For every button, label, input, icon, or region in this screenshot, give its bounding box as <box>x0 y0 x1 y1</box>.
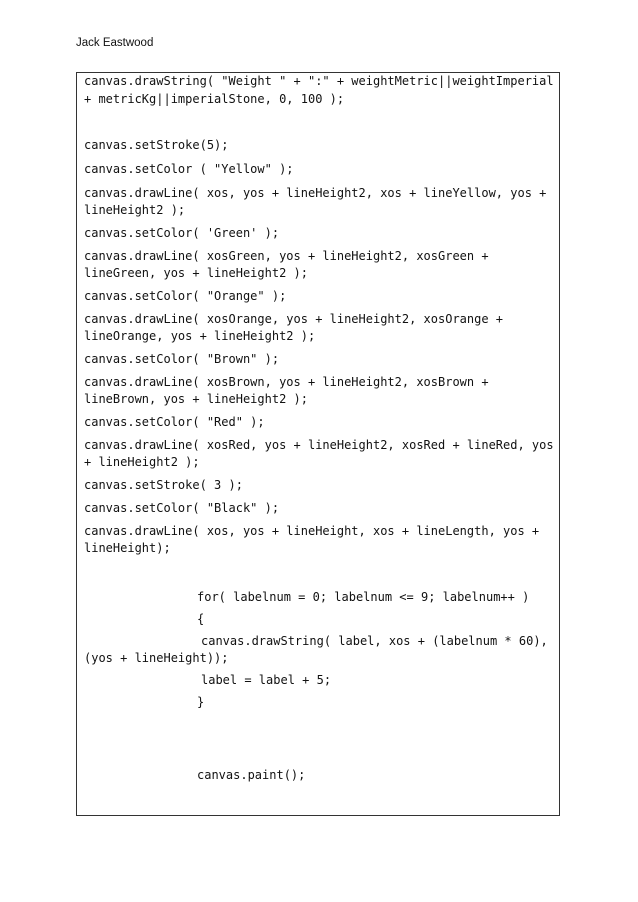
code-line: canvas.setColor( "Brown" ); <box>84 352 280 366</box>
code-line: canvas.drawLine( xosBrown, yos + lineHeight2, xosBrown + <box>84 375 489 389</box>
code-line: canvas.drawLine( xosRed, yos + lineHeight2, xosRed + lineRed, yos <box>84 438 554 452</box>
code-line: canvas.setColor( "Black" ); <box>84 501 280 515</box>
code-line: for( labelnum = 0; labelnum <= 9; labelnum++ ) <box>197 590 530 604</box>
code-line: canvas.setColor( "Red" ); <box>84 415 265 429</box>
page-header-author: Jack Eastwood <box>76 37 154 49</box>
code-line: } <box>197 695 205 709</box>
code-line: canvas.paint(); <box>197 768 306 782</box>
code-line: canvas.drawString( "Weight " + ":" + weightMetric||weightImperial <box>84 74 554 88</box>
code-line: canvas.setColor ( "Yellow" ); <box>84 162 294 176</box>
code-line: { <box>197 612 205 626</box>
code-line: lineBrown, yos + lineHeight2 ); <box>84 392 308 406</box>
code-line: lineHeight); <box>84 541 171 555</box>
code-line: lineHeight2 ); <box>84 203 186 217</box>
code-line: canvas.drawLine( xos, yos + lineHeight, xos + lineLength, yos + <box>84 524 540 538</box>
code-line: canvas.drawString( label, xos + (labelnum * 60), <box>201 634 548 648</box>
code-line: canvas.setColor( 'Green' ); <box>84 226 280 240</box>
code-line: canvas.drawLine( xos, yos + lineHeight2, xos + lineYellow, yos + <box>84 186 547 200</box>
code-line: lineGreen, yos + lineHeight2 ); <box>84 266 308 280</box>
code-line: canvas.drawLine( xosGreen, yos + lineHeight2, xosGreen + <box>84 249 489 263</box>
code-line: (yos + lineHeight)); <box>84 651 229 665</box>
code-line: label = label + 5; <box>201 673 332 687</box>
code-line: canvas.setStroke(5); <box>84 138 229 152</box>
code-line: lineOrange, yos + lineHeight2 ); <box>84 329 316 343</box>
code-line: canvas.setStroke( 3 ); <box>84 478 243 492</box>
code-line: + lineHeight2 ); <box>84 455 200 469</box>
code-line: + metricKg||imperialStone, 0, 100 ); <box>84 92 345 106</box>
code-line: canvas.setColor( "Orange" ); <box>84 289 287 303</box>
code-line: canvas.drawLine( xosOrange, yos + lineHeight2, xosOrange + <box>84 312 504 326</box>
